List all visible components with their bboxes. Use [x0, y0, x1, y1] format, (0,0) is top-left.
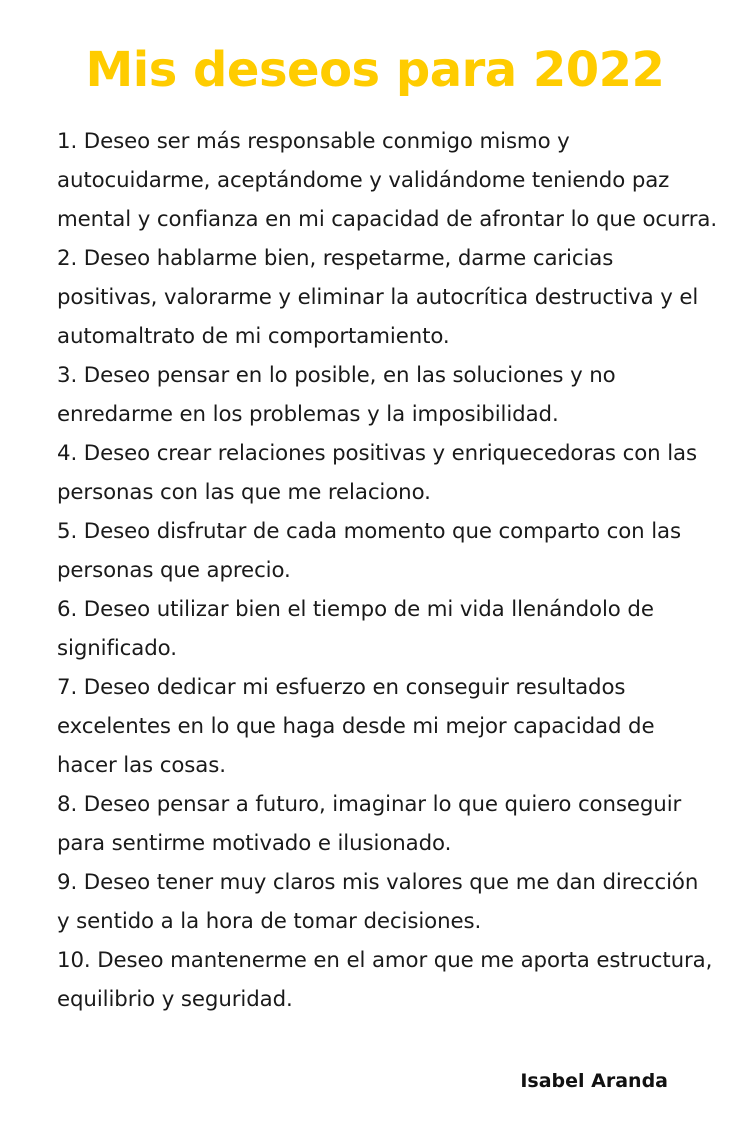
wish-list: [57, 122, 717, 1019]
wish-item-1: 1. Deseo ser más responsable conmigo mismo y autocuidarme, aceptándome y validándome teniendo paz mental y confianza en mi capacidad de afrontar lo que ocurra.: [57, 129, 717, 232]
wish-item-7: 7. Deseo dedicar mi esfuerzo en conseguir resultados excelentes en lo que haga desde mi mejor capacidad de hacer las cosas.: [57, 675, 655, 778]
wish-item-2: 2. Deseo hablarme bien, respetarme, darme caricias positivas, valorarme y eliminar la autocrítica destructiva y el automaltrato de mi comportamiento.: [57, 246, 699, 349]
wish-item-8: 8. Deseo pensar a futuro, imaginar lo que quiero conseguir para sentirme motivado e ilusionado.: [57, 792, 682, 856]
wish-item-6: 6. Deseo utilizar bien el tiempo de mi vida llenándolo de significado.: [57, 597, 654, 661]
wish-item-5: 5. Deseo disfrutar de cada momento que comparto con las personas que aprecio.: [57, 519, 681, 583]
author-signature: Isabel Aranda: [520, 1070, 668, 1092]
wish-item-3: 3. Deseo pensar en lo posible, en las soluciones y no enredarme en los problemas y la imposibilidad.: [57, 363, 616, 427]
wish-item-9: 9. Deseo tener muy claros mis valores que me dan dirección y sentido a la hora de tomar decisiones.: [57, 870, 699, 934]
page-title: Mis deseos para 2022: [85, 42, 665, 98]
wish-item-10: 10. Deseo mantenerme en el amor que me aporta estructura, equilibrio y seguridad.: [57, 948, 713, 1012]
wish-item-4: 4. Deseo crear relaciones positivas y enriquecedoras con las personas con las que me relaciono.: [57, 441, 697, 505]
